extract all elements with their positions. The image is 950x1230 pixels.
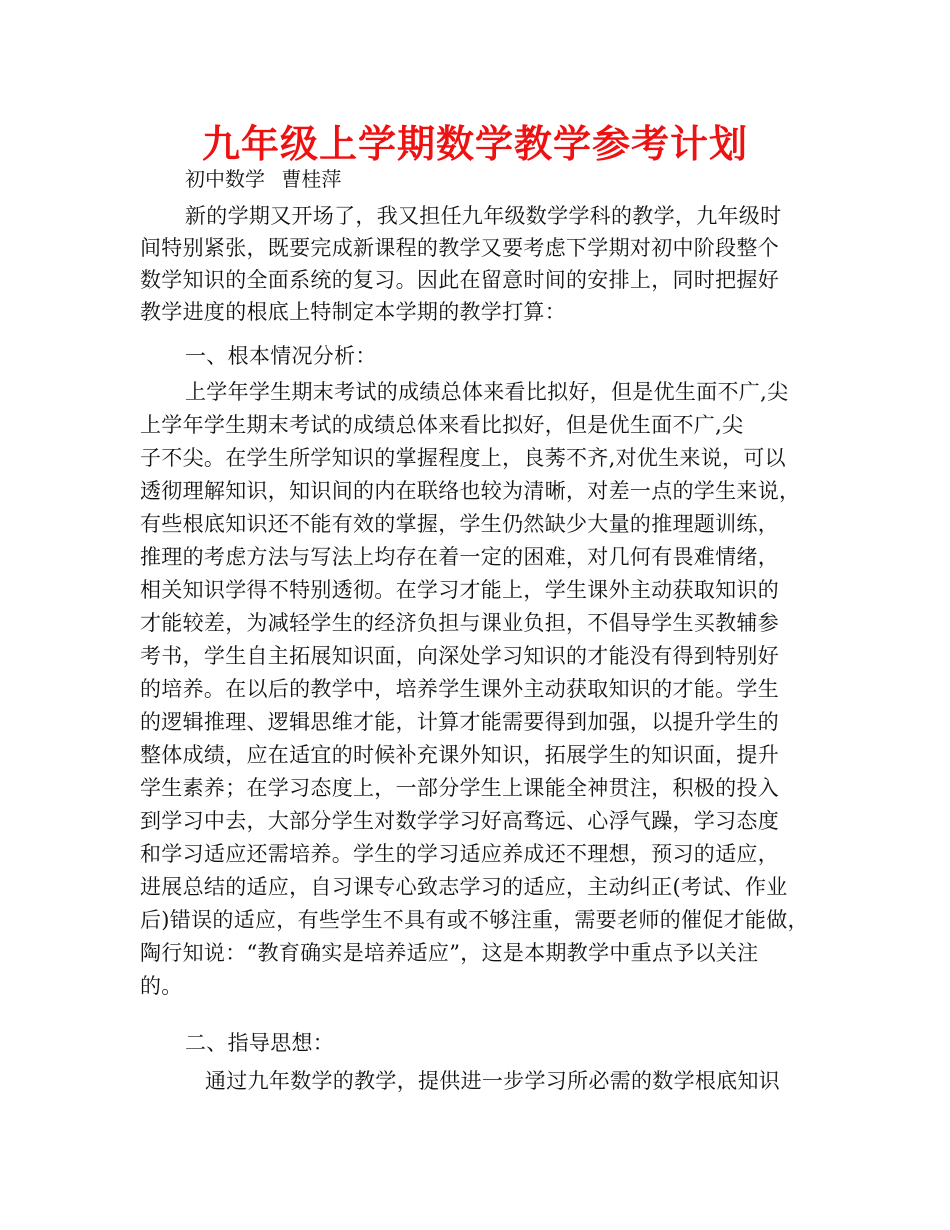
- paragraph-line: 相关知识学得不特别透彻。在学习才能上，学生课外主动获取知识的: [140, 578, 779, 602]
- author-line: [185, 164, 351, 194]
- paragraph-line: 才能较差，为减轻学生的经济负担与课业负担，不倡导学生买教辅参: [140, 611, 779, 635]
- paragraph-line: 整体成绩，应在适宜的时候补充课外知识，拓展学生的知识面，提升: [140, 743, 779, 767]
- paragraph-line: 上学年学生期末考试的成绩总体来看比拟好，但是优生面不广,尖: [140, 413, 744, 437]
- paragraph-line: 新的学期又开场了，我又担任九年级数学学科的教学，九年级时: [185, 204, 782, 228]
- paragraph-line: 通过九年数学的教学，提供进一步学习所必需的数学根底知识: [205, 1069, 781, 1093]
- paragraph-line: 上学年学生期末考试的成绩总体来看比拟好，但是优生面不广,尖: [185, 380, 789, 404]
- section-heading: 二、指导思想：: [185, 1031, 335, 1055]
- paragraph-line: 考书，学生自主拓展知识面，向深处学习知识的才能没有得到特别好: [140, 644, 779, 668]
- paragraph-line: 的培养。在以后的教学中，培养学生课外主动获取知识的才能。学生: [140, 677, 779, 701]
- paragraph-line: 教学进度的根底上特制定本学期的教学打算：: [140, 300, 566, 324]
- paragraph-line: 到学习中去，大部分学生对数学学习好高骛远、心浮气躁，学习态度: [140, 809, 779, 833]
- paragraph-line: 学生素养；在学习态度上，一部分学生上课能全神贯注，积极的投入: [140, 776, 779, 800]
- paragraph-line: 和学习适应还需培养。学生的学习适应养成还不理想，预习的适应，: [140, 842, 779, 866]
- paragraph-line: 子不尖。在学生所学知识的掌握程度上，良莠不齐,对优生来说，可以: [140, 446, 786, 470]
- paragraph-line: 透彻理解知识，知识间的内在联络也较为清晰，对差一点的学生来说，: [140, 479, 801, 503]
- paragraph-line: 的逻辑推理、逻辑思维才能，计算才能需要得到加强，以提升学生的: [140, 710, 779, 734]
- paragraph-line: 数学知识的全面系统的复习。因此在留意时间的安排上，同时把握好: [140, 268, 779, 292]
- paragraph-line: 陶行知说：“教育确实是培养适应”，这是本期教学中重点予以关注: [140, 941, 759, 965]
- paragraph-line: 有些根底知识还不能有效的掌握，学生仍然缺少大量的推理题训练，: [140, 512, 779, 536]
- paragraph-line: 后)错误的适应，有些学生不具有或不够注重，需要老师的催促才能做，: [140, 908, 809, 932]
- paragraph-line: 间特别紧张，既要完成新课程的教学又要考虑下学期对初中阶段整个: [140, 236, 779, 260]
- author-name: 曹桂萍: [281, 167, 342, 191]
- paragraph-line: 进展总结的适应，自习课专心致志学习的适应，主动纠正(考试、作业: [140, 875, 788, 899]
- document-title: 九年级上学期数学教学参考计划: [201, 122, 748, 166]
- paragraph-line: 推理的考虑方法与写法上均存在着一定的困难，对几何有畏难情绪，: [140, 545, 779, 569]
- paragraph-line: 的。: [140, 974, 183, 998]
- subject-label: 初中数学: [185, 167, 265, 191]
- section-heading: 一、根本情况分析：: [185, 344, 377, 368]
